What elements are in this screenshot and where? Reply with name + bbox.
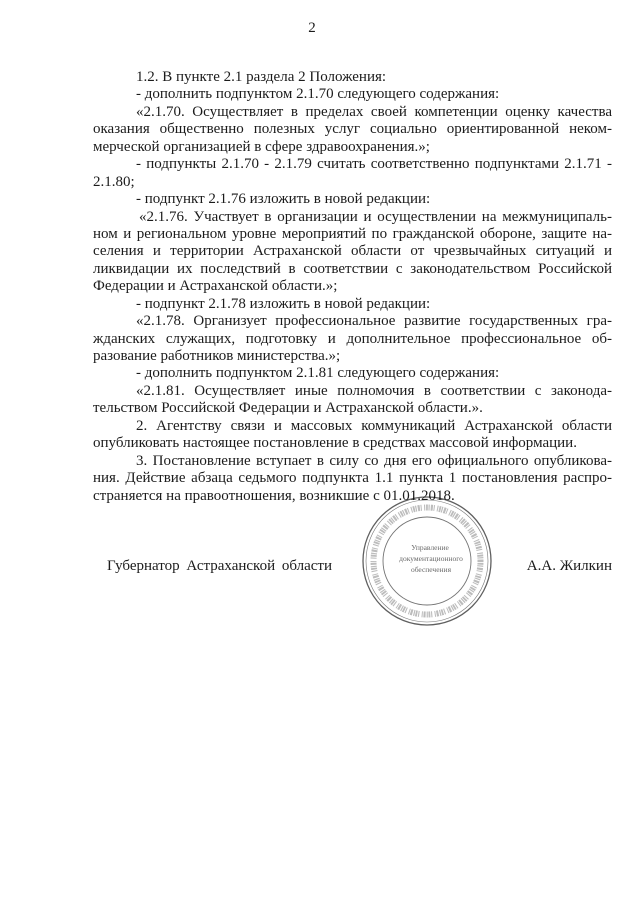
text-line: оказания общественно полезных услуг социально ориентированной неком-	[93, 121, 612, 138]
signatory-name: А.А. Жилкин	[526, 558, 612, 574]
text-line: 3. Постановление вступает в силу со дня его официального опубликова-	[136, 452, 612, 469]
seal-text-line: Управление	[411, 543, 449, 552]
text-line: - подпункты 2.1.70 - 2.1.79 считать соответственно подпунктами 2.1.71 -	[136, 156, 612, 173]
text-line: - подпункт 2.1.76 изложить в новой редакции:	[136, 191, 431, 208]
official-seal	[360, 494, 494, 628]
text-line: 1.2. В пункте 2.1 раздела 2 Положения:	[136, 69, 387, 85]
text-line: 2.1.80;	[93, 173, 135, 190]
text-line: ном и региональном уровне мероприятий по гражданской обороне, защите на-	[93, 225, 612, 242]
text-line: жданских служащих, подготовку и дополнительное профессиональное об-	[93, 330, 612, 347]
text-line: «2.1.81. Осуществляет иные полномочия в соответствии с законода-	[136, 382, 612, 399]
text-line: - подпункт 2.1.78 изложить в новой редакции:	[136, 295, 431, 312]
seal-text-line: документационного	[399, 554, 463, 563]
text-line: опубликовать настоящее постановление в средствах массовой информации.	[93, 435, 577, 452]
text-line: - дополнить подпунктом 2.1.70 следующего содержания:	[136, 86, 500, 103]
text-line: ликвидации их последствий в соответствии с законодательством Российской	[93, 260, 612, 277]
text-line: - дополнить подпунктом 2.1.81 следующего содержания:	[136, 365, 500, 382]
text-line: «2.1.76. Участвует в организации и осуществлении на межмуниципаль-	[139, 208, 612, 225]
text-line: Федерации и Астраханской области.»;	[93, 278, 338, 295]
page-number: 2	[308, 20, 316, 36]
document-body	[93, 69, 612, 505]
text-line: разование работников министерства.»;	[93, 348, 341, 364]
signatory-position: Губернатор Астраханской области	[107, 558, 333, 574]
text-line: 2. Агентству связи и массовых коммуникаций Астраханской области	[136, 417, 612, 434]
text-line: «2.1.70. Осуществляет в пределах своей компетенции оценку качества	[136, 103, 612, 120]
seal-text-line: обеспечения	[410, 565, 452, 574]
text-line: ния. Действие абзаца седьмого подпункта 1.1 пункта 1 постановления распро-	[93, 470, 612, 487]
text-line: «2.1.78. Организует профессиональное развитие государственных гра-	[136, 313, 612, 330]
text-line: мерческой организацией в сфере здравоохранения.»;	[93, 138, 430, 155]
text-line: страняется на правоотношения, возникшие с 01.01.2018.	[93, 487, 455, 504]
text-line: тельством Российской Федерации и Астраханской области.».	[93, 400, 483, 417]
text-line: селения и территории Астраханской области от чрезвычайных ситуаций и	[93, 243, 612, 260]
